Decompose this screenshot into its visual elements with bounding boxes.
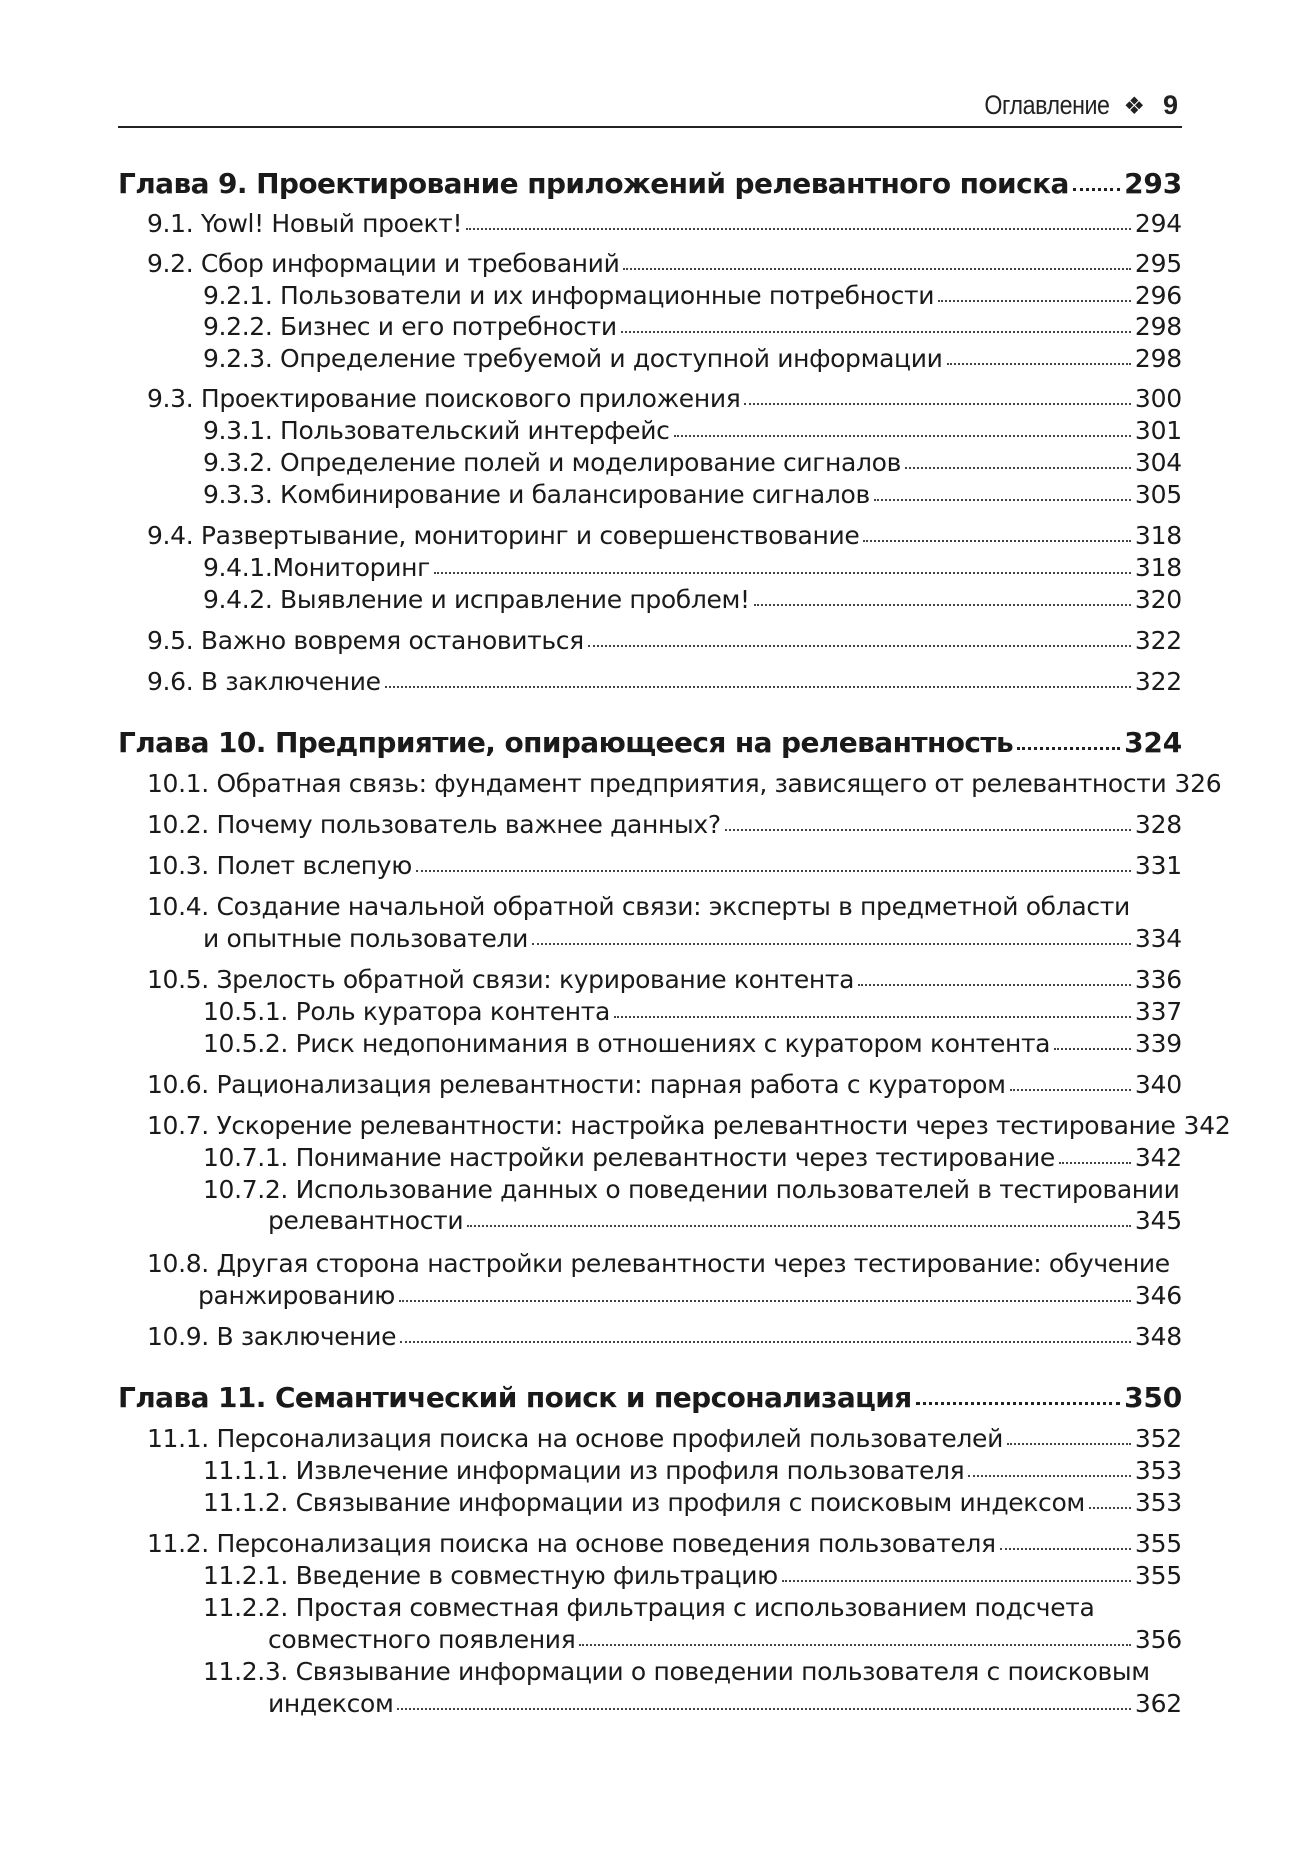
toc-chapter-11[interactable] bbox=[118, 1381, 1182, 1414]
toc-section-9-6[interactable] bbox=[147, 669, 1182, 694]
toc-page: 324 bbox=[1124, 726, 1182, 759]
toc-page: 296 bbox=[1134, 281, 1182, 310]
toc-page: 300 bbox=[1134, 384, 1182, 413]
toc-page: 318 bbox=[1134, 553, 1182, 582]
toc-page: 362 bbox=[1134, 1689, 1182, 1718]
toc-title: 10.5. Зрелость обратной связи: курирование контента bbox=[147, 965, 855, 994]
toc-page: 355 bbox=[1134, 1529, 1182, 1558]
toc-leader bbox=[968, 1474, 1131, 1477]
toc-leader bbox=[938, 299, 1131, 302]
toc-page: 318 bbox=[1134, 521, 1182, 550]
toc-leader bbox=[1017, 746, 1120, 750]
toc-title: 10.7.1. Понимание настройки релевантности через тестирование bbox=[203, 1143, 1055, 1172]
toc-title: Глава 11. Семантический поиск и персонализация bbox=[118, 1381, 912, 1414]
toc-title: 9.4.2. Выявление и исправление проблем! bbox=[203, 585, 750, 614]
toc-section-10-9[interactable] bbox=[147, 1324, 1182, 1349]
toc-page: 345 bbox=[1134, 1206, 1182, 1235]
toc-section-11-2[interactable] bbox=[147, 1531, 1182, 1556]
toc-page: 298 bbox=[1134, 344, 1182, 373]
toc-leader bbox=[874, 498, 1131, 501]
toc-title-line1: 11.2.3. Связывание информации о поведении пользователя с поисковым bbox=[203, 1657, 1150, 1686]
toc-leader bbox=[674, 434, 1131, 437]
toc-subsection-9-4-1[interactable] bbox=[203, 555, 1182, 580]
toc-title: 9.4.1.Мониторинг bbox=[203, 553, 430, 582]
toc-leader bbox=[467, 1224, 1131, 1227]
toc-subsection-9-3-1[interactable] bbox=[203, 418, 1182, 443]
toc-title: 9.5. Важно вовремя остановиться bbox=[147, 626, 584, 655]
toc-title: 11.1.2. Связывание информации из профиля с поисковым индексом bbox=[203, 1488, 1085, 1517]
toc-section-9-2[interactable] bbox=[147, 251, 1182, 276]
toc-page: 301 bbox=[1134, 416, 1182, 445]
toc-title: 11.2.1. Введение в совместную фильтрацию bbox=[203, 1561, 778, 1590]
toc-leader bbox=[1007, 1442, 1131, 1445]
toc-leader bbox=[532, 942, 1131, 945]
toc-leader bbox=[905, 466, 1131, 469]
toc-subsection-10-7-1[interactable] bbox=[203, 1145, 1182, 1170]
toc-title-line2: индексом bbox=[268, 1689, 394, 1718]
toc-title: 9.1. Yowl! Новый проект! bbox=[147, 209, 463, 238]
toc-leader bbox=[579, 1643, 1130, 1646]
toc-page: 352 bbox=[1134, 1424, 1182, 1453]
toc-leader bbox=[434, 571, 1131, 574]
toc-leader bbox=[782, 1579, 1131, 1582]
toc-leader bbox=[466, 227, 1131, 230]
toc-page: 322 bbox=[1134, 626, 1182, 655]
toc-title: 9.3.1. Пользовательский интерфейс bbox=[203, 416, 670, 445]
toc-subsection-11-1-2[interactable] bbox=[203, 1490, 1182, 1515]
header-separator-icon: ❖ bbox=[1123, 93, 1145, 120]
toc-subsection-9-2-3[interactable] bbox=[203, 346, 1182, 371]
toc-title: 10.5.2. Риск недопонимания в отношениях с куратором контента bbox=[203, 1029, 1051, 1058]
toc-section-11-1[interactable] bbox=[147, 1426, 1182, 1451]
toc-page: 340 bbox=[1134, 1070, 1182, 1099]
toc-page: 322 bbox=[1134, 667, 1182, 696]
toc-page: 342 bbox=[1183, 1111, 1231, 1140]
toc-page: 295 bbox=[1134, 249, 1182, 278]
toc-title-line2: совместного появления bbox=[268, 1625, 576, 1654]
toc-leader bbox=[385, 685, 1131, 688]
toc-page: 298 bbox=[1134, 312, 1182, 341]
header-rule bbox=[118, 126, 1182, 128]
toc-page: 356 bbox=[1134, 1625, 1182, 1654]
toc-section-9-5[interactable] bbox=[147, 628, 1182, 653]
toc-subsection-10-5-2[interactable] bbox=[203, 1031, 1182, 1056]
toc-leader bbox=[725, 828, 1131, 831]
toc-subsection-11-2-1[interactable] bbox=[203, 1563, 1182, 1588]
toc-title: 10.3. Полет вслепую bbox=[147, 851, 412, 880]
toc-title: 9.3.2. Определение полей и моделирование сигналов bbox=[203, 448, 901, 477]
page-number: 9 bbox=[1162, 90, 1178, 120]
toc-title: 11.1. Персонализация поиска на основе профилей пользователей bbox=[147, 1424, 1003, 1453]
toc-page: 353 bbox=[1134, 1488, 1182, 1517]
toc-title: 11.2. Персонализация поиска на основе поведения пользователя bbox=[147, 1529, 996, 1558]
toc-section-9-1[interactable] bbox=[147, 211, 1182, 236]
toc-title-line1: 10.8. Другая сторона настройки релевантности через тестирование: обучение bbox=[147, 1249, 1170, 1278]
toc-leader bbox=[754, 603, 1131, 606]
toc-title: 10.1. Обратная связь: фундамент предприятия, зависящего от релевантности bbox=[147, 769, 1167, 798]
toc-page: 305 bbox=[1134, 480, 1182, 509]
toc-title: 9.2.2. Бизнес и его потребности bbox=[203, 312, 617, 341]
toc-page: 328 bbox=[1134, 810, 1182, 839]
toc-leader bbox=[397, 1707, 1130, 1710]
toc-subsection-9-2-1[interactable] bbox=[203, 283, 1182, 308]
toc-subsection-10-5-1[interactable] bbox=[203, 999, 1182, 1024]
toc-leader bbox=[623, 267, 1130, 270]
toc-leader bbox=[1010, 1088, 1131, 1091]
toc-page: 339 bbox=[1134, 1029, 1182, 1058]
toc-section-10-5[interactable] bbox=[147, 967, 1182, 992]
toc-title: 9.4. Развертывание, мониторинг и совершенствование bbox=[147, 521, 860, 550]
toc-leader bbox=[1089, 1506, 1131, 1509]
toc-title-line2: и опытные пользователи bbox=[203, 924, 529, 953]
toc-title: 10.6. Рационализация релевантности: парная работа с куратором bbox=[147, 1070, 1006, 1099]
toc-page: 337 bbox=[1134, 997, 1182, 1026]
toc-title: 10.5.1. Роль куратора контента bbox=[203, 997, 610, 1026]
toc-page: 342 bbox=[1134, 1143, 1182, 1172]
toc-leader bbox=[1054, 1047, 1131, 1050]
toc-page: 346 bbox=[1134, 1281, 1182, 1310]
toc-page: 320 bbox=[1134, 585, 1182, 614]
toc-leader bbox=[614, 1015, 1131, 1018]
toc-page: 294 bbox=[1134, 209, 1182, 238]
toc-leader bbox=[621, 330, 1131, 333]
toc-page: 355 bbox=[1134, 1561, 1182, 1590]
toc-page: 304 bbox=[1134, 448, 1182, 477]
toc-title: 9.3. Проектирование поискового приложения bbox=[147, 384, 741, 413]
toc-page: 326 bbox=[1174, 769, 1222, 798]
toc-leader bbox=[416, 869, 1131, 872]
toc-title: 10.7. Ускорение релевантности: настройка релевантности через тестирование bbox=[147, 1111, 1176, 1140]
toc-chapter-9[interactable] bbox=[118, 167, 1182, 200]
toc-section-10-7[interactable] bbox=[147, 1111, 1231, 1140]
toc-title: 9.3.3. Комбинирование и балансирование сигналов bbox=[203, 480, 870, 509]
toc-page: 331 bbox=[1134, 851, 1182, 880]
toc-title-line1: 10.7.2. Использование данных о поведении пользователей в тестировании bbox=[203, 1175, 1180, 1204]
toc-title-line1: 11.2.2. Простая совместная фильтрация с использованием подсчета bbox=[203, 1593, 1095, 1622]
toc-leader bbox=[947, 362, 1131, 365]
toc-subsection-11-1-1[interactable] bbox=[203, 1458, 1182, 1483]
toc-subsection-9-4-2[interactable] bbox=[203, 587, 1182, 612]
toc-leader bbox=[858, 983, 1131, 986]
toc-section-10-2[interactable] bbox=[147, 812, 1182, 837]
toc-leader bbox=[399, 1299, 1131, 1302]
running-header bbox=[118, 0, 1182, 127]
toc-leader bbox=[744, 402, 1130, 405]
toc-section-10-3[interactable] bbox=[147, 853, 1182, 878]
toc-page: 353 bbox=[1134, 1456, 1182, 1485]
toc-subsection-9-3-3[interactable] bbox=[203, 482, 1182, 507]
toc-leader bbox=[1073, 187, 1120, 191]
toc-page: 350 bbox=[1124, 1381, 1182, 1414]
toc-section-10-6[interactable] bbox=[147, 1072, 1182, 1097]
toc-page: 293 bbox=[1124, 167, 1182, 200]
toc-title: 10.9. В заключение bbox=[147, 1322, 397, 1351]
toc-leader bbox=[1000, 1547, 1131, 1550]
toc-leader bbox=[588, 644, 1131, 647]
toc-section-9-3[interactable] bbox=[147, 386, 1182, 411]
header-title: Оглавление bbox=[984, 90, 1110, 120]
toc-leader bbox=[916, 1401, 1120, 1405]
toc-title-line1: 10.4. Создание начальной обратной связи: эксперты в предметной области bbox=[147, 892, 1130, 921]
toc-title: Глава 10. Предприятие, опирающееся на релевантность bbox=[118, 726, 1014, 759]
toc-title: 11.1.1. Извлечение информации из профиля пользователя bbox=[203, 1456, 965, 1485]
toc-page: 348 bbox=[1134, 1322, 1182, 1351]
toc-title: 9.2.3. Определение требуемой и доступной информации bbox=[203, 344, 943, 373]
toc-title: 9.6. В заключение bbox=[147, 667, 381, 696]
toc-title-line2: ранжированию bbox=[198, 1281, 395, 1310]
toc-section-9-4[interactable] bbox=[147, 523, 1182, 548]
toc-title: 9.2.1. Пользователи и их информационные потребности bbox=[203, 281, 935, 310]
toc-leader bbox=[863, 539, 1130, 542]
toc-title: 10.2. Почему пользователь важнее данных? bbox=[147, 810, 721, 839]
toc-title: 9.2. Сбор информации и требований bbox=[147, 249, 620, 278]
toc-subsection-9-3-2[interactable] bbox=[203, 450, 1182, 475]
toc-leader bbox=[1059, 1161, 1131, 1164]
page bbox=[118, 0, 1231, 1718]
toc-page: 336 bbox=[1134, 965, 1182, 994]
toc-section-10-1[interactable] bbox=[147, 769, 1222, 798]
toc-chapter-10[interactable] bbox=[118, 726, 1182, 759]
toc-subsection-9-2-2[interactable] bbox=[203, 314, 1182, 339]
toc-title-line2: релевантности bbox=[268, 1206, 464, 1235]
toc-page: 334 bbox=[1134, 924, 1182, 953]
toc-leader bbox=[400, 1340, 1131, 1343]
toc-title: Глава 9. Проектирование приложений релевантного поиска bbox=[118, 167, 1069, 200]
